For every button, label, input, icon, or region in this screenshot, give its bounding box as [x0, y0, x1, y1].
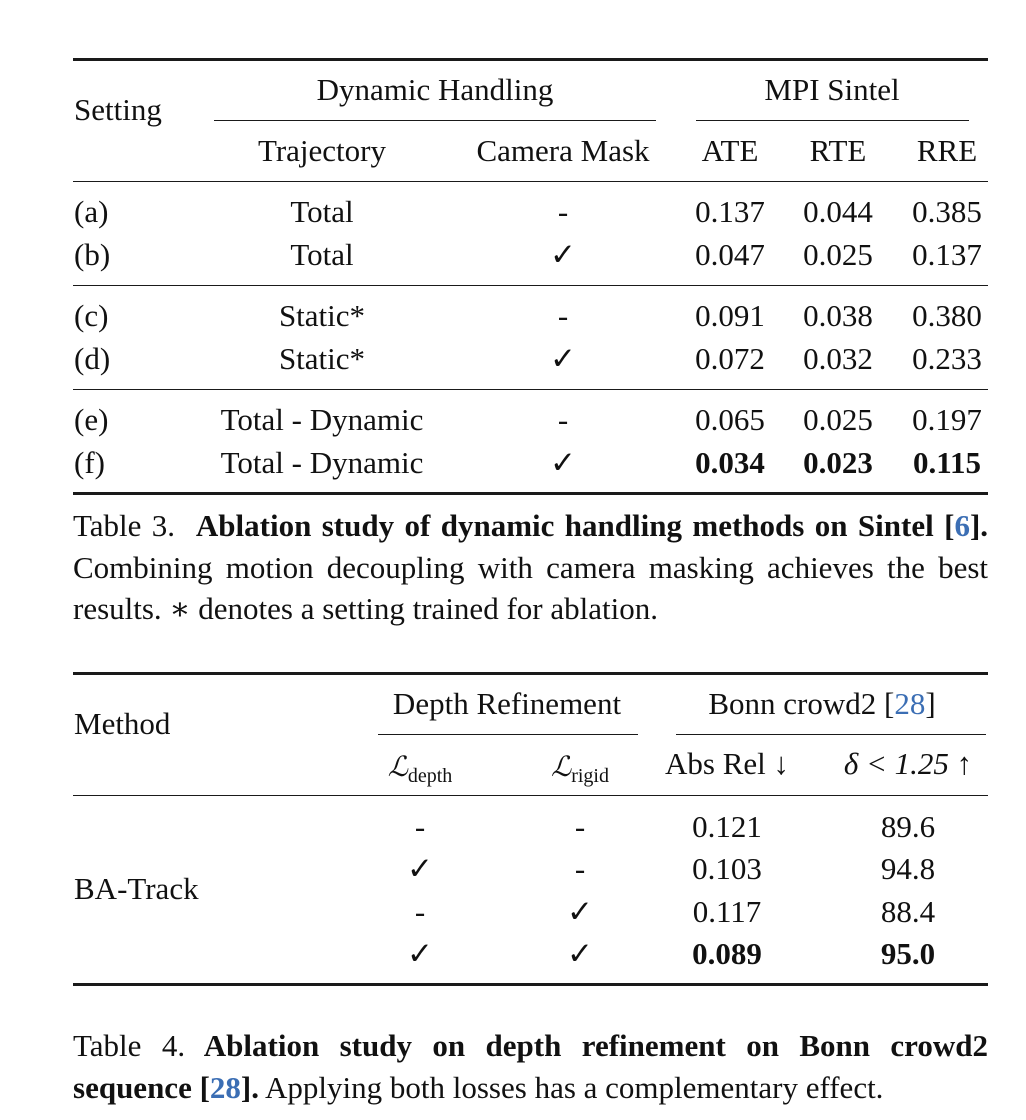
row-3-l-rigid: ✓ — [567, 894, 593, 929]
citation-link[interactable]: 28 — [209, 1069, 241, 1105]
caption-title: Ablation study on depth refinement on Bonn crowd2 sequence [ — [73, 1028, 989, 1105]
row-e-setting: (e) — [74, 402, 109, 437]
header-bonn-crowd2 — [708, 686, 935, 722]
row-c-mask: - — [557, 298, 569, 333]
row-1-delta: 89.6 — [880, 809, 936, 844]
header-depth-refinement: Depth Refinement — [392, 686, 622, 721]
row-f-mask: ✓ — [550, 445, 576, 480]
bottom-rule — [73, 492, 988, 495]
header-mpi-sintel: MPI Sintel — [764, 72, 900, 107]
header-setting: Setting — [74, 92, 162, 127]
row-f-ate: 0.034 — [695, 445, 765, 480]
table-3-caption — [73, 505, 988, 630]
row-d-ate: 0.072 — [695, 341, 765, 376]
row-1-l-rigid: - — [574, 809, 586, 844]
bottom-rule — [73, 983, 988, 986]
row-c-ate: 0.091 — [695, 298, 765, 333]
row-1-abs-rel: 0.121 — [692, 809, 762, 844]
header-abs-rel: Abs Rel ↓ — [665, 746, 789, 781]
group-rule-dynamic — [214, 120, 656, 121]
header-delta: δ < 1.25 ↑ — [843, 746, 973, 781]
header-l-rigid: ℒ$_{rigid}$ — [551, 750, 609, 787]
header-trajectory: Trajectory — [258, 133, 386, 168]
l-rigid-subscript: rigid — [571, 765, 609, 787]
row-d-rte: 0.032 — [803, 341, 873, 376]
header-rre: RRE — [916, 133, 978, 168]
citation-link[interactable]: 6 — [954, 508, 970, 543]
row-b-trajectory: Total — [290, 237, 354, 272]
group-rule-2 — [73, 389, 988, 390]
bonn-label-end: ] — [925, 686, 936, 721]
row-d-setting: (d) — [74, 341, 111, 376]
header-l-depth: ℒ$_{depth}$ — [387, 750, 453, 787]
caption-body: Combining motion decoupling with camera masking — [73, 549, 754, 585]
table-4-caption — [73, 1025, 988, 1108]
bonn-label: Bonn crowd2 [ — [708, 686, 895, 721]
row-b-rre: 0.137 — [912, 237, 982, 272]
row-b-setting: (b) — [74, 237, 111, 272]
caption-body-2: achieves the best results. ∗ denotes a setting trained for ablation. — [73, 549, 989, 626]
row-3-abs-rel: 0.117 — [692, 894, 762, 929]
group-rule-depth — [378, 734, 638, 735]
row-f-setting: (f) — [74, 445, 105, 480]
row-b-ate: 0.047 — [695, 237, 765, 272]
row-a-ate: 0.137 — [695, 194, 765, 229]
caption-label: Table 4. — [73, 1028, 186, 1063]
row-c-rte: 0.038 — [803, 298, 873, 333]
row-a-mask: - — [557, 194, 569, 229]
row-4-l-rigid: ✓ — [567, 936, 593, 971]
row-4-l-depth: ✓ — [407, 936, 433, 971]
row-a-setting: (a) — [74, 194, 109, 229]
row-2-l-depth: ✓ — [407, 851, 433, 886]
caption-body: Applying both losses has a complementary effect. — [258, 1069, 884, 1105]
row-2-l-rigid: - — [574, 851, 586, 886]
row-e-trajectory: Total - Dynamic — [220, 402, 424, 437]
l-depth-subscript: depth — [407, 765, 453, 787]
row-c-rre: 0.380 — [912, 298, 982, 333]
row-e-rte: 0.025 — [803, 402, 873, 437]
row-a-rte: 0.044 — [803, 194, 873, 229]
top-rule — [73, 58, 988, 61]
header-rte: RTE — [809, 133, 867, 168]
group-rule-bonn — [676, 734, 986, 735]
row-f-rre: 0.115 — [912, 445, 982, 480]
row-e-ate: 0.065 — [695, 402, 765, 437]
row-e-rre: 0.197 — [912, 402, 982, 437]
row-b-mask: ✓ — [550, 237, 576, 272]
row-2-delta: 94.8 — [880, 851, 936, 886]
caption-title: Ablation study of dynamic handling methods on Sintel [ — [195, 508, 955, 543]
row-4-delta: 95.0 — [880, 936, 936, 971]
row-3-l-depth: - — [414, 894, 426, 929]
row-a-trajectory: Total — [290, 194, 354, 229]
group-rule-mpi — [696, 120, 969, 121]
row-1-l-depth: - — [414, 809, 426, 844]
caption-title-end: ]. — [240, 1069, 259, 1105]
header-method: Method — [74, 706, 171, 741]
header-rule — [73, 795, 988, 796]
header-rule — [73, 181, 988, 182]
row-d-rre: 0.233 — [912, 341, 982, 376]
row-3-delta: 88.4 — [880, 894, 936, 929]
top-rule — [73, 672, 988, 675]
caption-title-end: ]. — [969, 508, 989, 543]
citation-link[interactable]: 28 — [894, 686, 926, 721]
header-camera-mask: Camera Mask — [476, 133, 650, 168]
row-f-trajectory: Total - Dynamic — [220, 445, 424, 480]
row-f-rte: 0.023 — [803, 445, 873, 480]
row-c-trajectory: Static* — [278, 298, 366, 333]
row-e-mask: - — [557, 402, 569, 437]
row-d-trajectory: Static* — [278, 341, 366, 376]
row-c-setting: (c) — [74, 298, 109, 333]
row-a-rre: 0.385 — [912, 194, 982, 229]
header-ate: ATE — [701, 133, 759, 168]
row-b-rte: 0.025 — [803, 237, 873, 272]
caption-label: Table 3. — [73, 508, 176, 543]
row-2-abs-rel: 0.103 — [692, 851, 762, 886]
header-dynamic-handling: Dynamic Handling — [316, 72, 554, 107]
method-name: BA-Track — [74, 871, 199, 906]
row-4-abs-rel: 0.089 — [692, 936, 762, 971]
group-rule-1 — [73, 285, 988, 286]
row-d-mask: ✓ — [550, 341, 576, 376]
